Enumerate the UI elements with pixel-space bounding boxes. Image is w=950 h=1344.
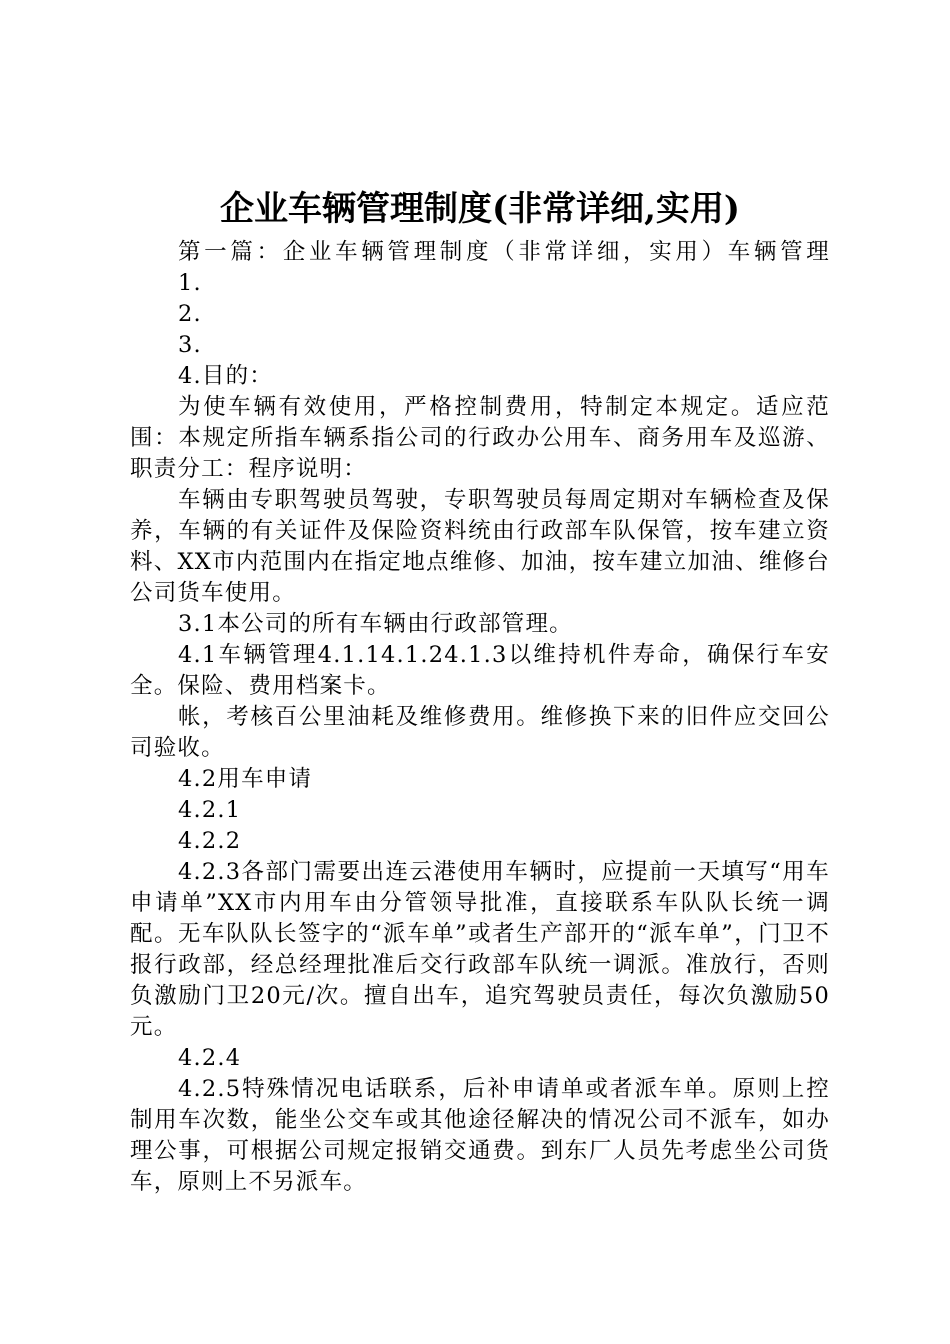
paragraph-driver-duties: 车辆由专职驾驶员驾驶，专职驾驶员每周定期对车辆检查及保养，车辆的有关证件及保险资料统由行政部车队保管，按车建立资料、XX市内范围内在指定地点维修、加油，按车建立加油、维修台公司货车使用。 bbox=[130, 487, 830, 606]
paragraph-item-1: 1. bbox=[178, 270, 202, 296]
paragraph-4-2-5: 4.2.5特殊情况电话联系，后补申请单或者派车单。原则上控制用车次数，能坐公交车或其他途径解决的情况公司不派车，如办理公事，可根据公司规定报销交通费。到东厂人员先考虑坐公司货车，原则上不另派车。 bbox=[130, 1076, 830, 1195]
paragraph-4-2: 4.2用车申请 bbox=[178, 766, 313, 792]
paragraph-4-1: 4.1车辆管理4.1.14.1.24.1.3以维持机件寿命，确保行车安全。保险、费用档案卡。 bbox=[130, 642, 830, 699]
paragraph-item-4-purpose: 4.目的： bbox=[178, 363, 273, 389]
paragraph-purpose-scope: 为使车辆有效使用，严格控制费用，特制定本规定。适应范围：本规定所指车辆系指公司的行政办公用车、商务用车及巡游、职责分工：程序说明： bbox=[130, 394, 830, 482]
paragraph-4-2-3: 4.2.3各部门需要出连云港使用车辆时，应提前一天填写“用车申请单”XX市内用车由分管领导批准，直接联系车队队长统一调配。无车队队长签字的“派车单”或者生产部开的“派车单”，门卫不报行政部，经总经理批准后交行政部车队统一调派。准放行，否则负激励门卫20元/次。擅自出车，追究驾驶员责任，每次负激励50元。 bbox=[130, 859, 830, 1040]
paragraph-section-heading: 第一篇：企业车辆管理制度（非常详细，实用）车辆管理 bbox=[178, 239, 830, 265]
document-body bbox=[130, 237, 830, 1198]
paragraph-item-3: 3. bbox=[178, 332, 202, 358]
paragraph-4-2-1: 4.2.1 bbox=[178, 797, 242, 823]
paragraph-4-2-4: 4.2.4 bbox=[178, 1045, 242, 1071]
paragraph-4-2-2: 4.2.2 bbox=[178, 828, 242, 854]
document-title: 企业车辆管理制度(非常详细,实用) bbox=[219, 189, 740, 229]
paragraph-account: 帐，考核百公里油耗及维修费用。维修换下来的旧件应交回公司验收。 bbox=[130, 704, 830, 761]
paragraph-item-2: 2. bbox=[178, 301, 202, 327]
paragraph-3-1: 3.1本公司的所有车辆由行政部管理。 bbox=[178, 611, 573, 637]
